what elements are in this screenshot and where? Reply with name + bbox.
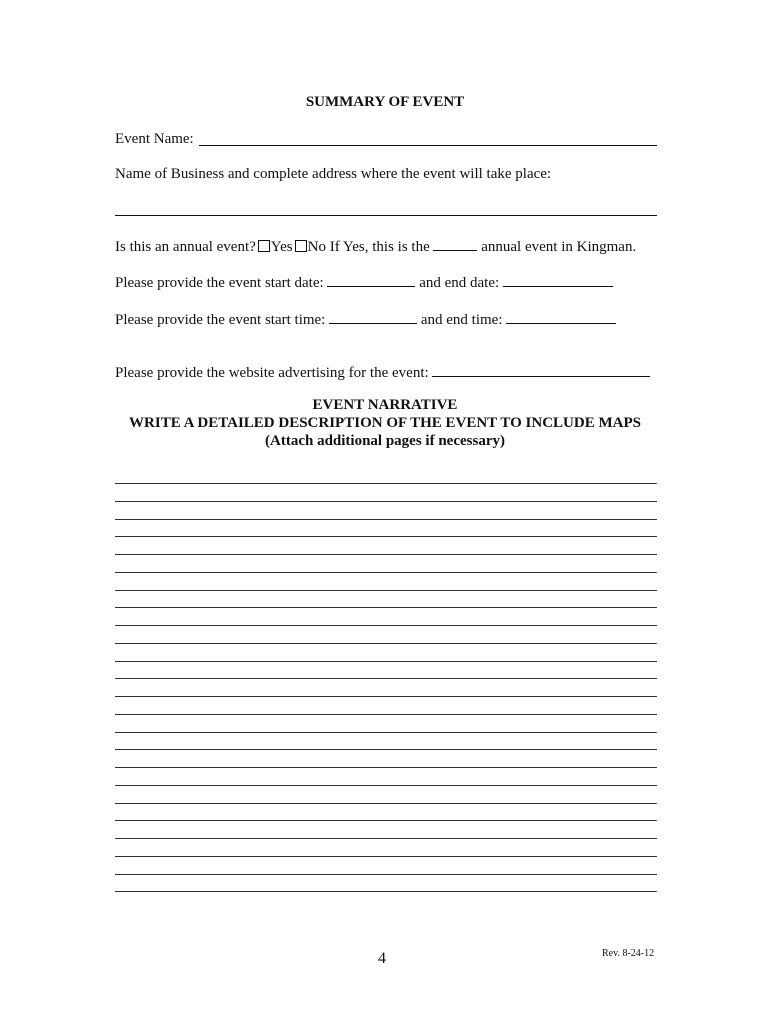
page-number: 4 — [378, 950, 386, 967]
narrative-line[interactable] — [115, 590, 657, 591]
narrative-line[interactable] — [115, 767, 657, 768]
revision-label: Rev. 8-24-12 — [602, 948, 655, 959]
website-field[interactable] — [432, 362, 650, 377]
narrative-line[interactable] — [115, 501, 657, 502]
narrative-line[interactable] — [115, 625, 657, 626]
narrative-line[interactable] — [115, 643, 657, 644]
business-address-field[interactable] — [115, 215, 657, 216]
business-address-label: Name of Business and complete address where the event will take place: — [115, 166, 552, 182]
annual-event-question: Is this an annual event? — [115, 239, 256, 255]
narrative-line[interactable] — [115, 536, 657, 537]
narrative-line[interactable] — [115, 785, 657, 786]
annual-suffix: annual event in Kingman. — [481, 239, 637, 255]
page-title: SUMMARY OF EVENT — [305, 94, 465, 110]
narrative-line[interactable] — [115, 519, 657, 520]
annual-event-row — [115, 236, 636, 256]
narrative-note: (Attach additional pages if necessary) — [265, 433, 505, 449]
event-name-label: Event Name: — [115, 131, 194, 147]
yes-label: Yes — [270, 239, 293, 255]
narrative-line[interactable] — [115, 554, 657, 555]
narrative-heading: EVENT NARRATIVE — [312, 397, 458, 413]
narrative-line[interactable] — [115, 820, 657, 821]
start-time-field[interactable] — [329, 309, 417, 324]
annual-count-field[interactable] — [433, 236, 477, 251]
start-date-label: Please provide the event start date: — [115, 275, 324, 291]
event-name-field[interactable] — [199, 145, 657, 146]
narrative-instruction: WRITE A DETAILED DESCRIPTION OF THE EVENT TO INCLUDE MAPS — [129, 415, 641, 431]
narrative-line[interactable] — [115, 607, 657, 608]
no-label: No — [307, 239, 326, 255]
website-label: Please provide the website advertising for the event: — [115, 365, 429, 381]
narrative-line[interactable] — [115, 803, 657, 804]
if-yes-text: If Yes, this is the — [329, 239, 430, 255]
narrative-line[interactable] — [115, 696, 657, 697]
no-checkbox[interactable] — [295, 240, 307, 252]
start-date-field[interactable] — [327, 272, 415, 287]
narrative-line[interactable] — [115, 891, 657, 892]
narrative-line[interactable] — [115, 732, 657, 733]
narrative-line[interactable] — [115, 661, 657, 662]
narrative-line[interactable] — [115, 874, 657, 875]
narrative-line[interactable] — [115, 678, 657, 679]
end-time-label: and end time: — [420, 312, 503, 328]
narrative-line[interactable] — [115, 483, 657, 484]
date-row — [115, 272, 613, 292]
start-time-label: Please provide the event start time: — [115, 312, 326, 328]
end-time-field[interactable] — [506, 309, 616, 324]
end-date-label: and end date: — [419, 275, 500, 291]
narrative-line[interactable] — [115, 714, 657, 715]
time-row — [115, 309, 616, 329]
end-date-field[interactable] — [503, 272, 613, 287]
yes-checkbox[interactable] — [258, 240, 270, 252]
narrative-line[interactable] — [115, 838, 657, 839]
narrative-line[interactable] — [115, 749, 657, 750]
narrative-line[interactable] — [115, 572, 657, 573]
website-row — [115, 362, 650, 382]
narrative-line[interactable] — [115, 856, 657, 857]
